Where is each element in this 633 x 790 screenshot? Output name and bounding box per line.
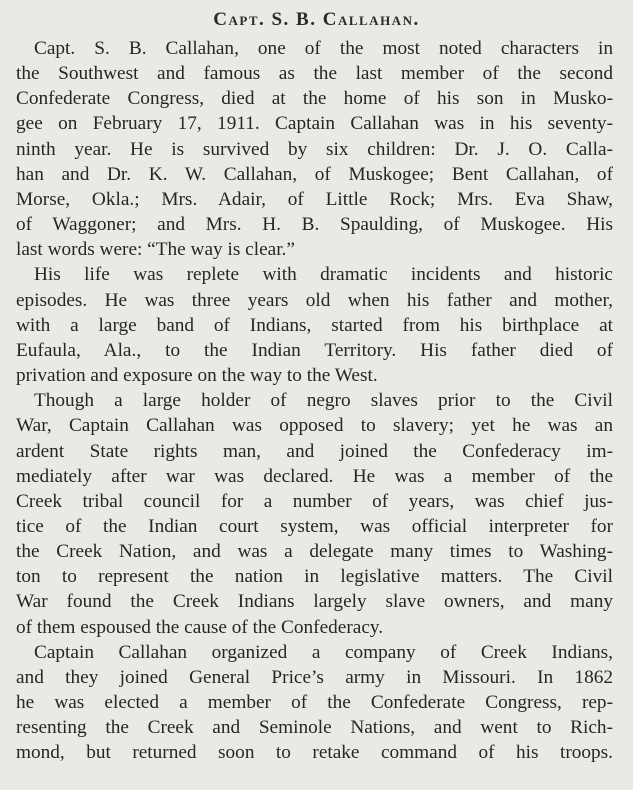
text-line: War found the Creek Indians largely slave owners, and many [16,591,613,613]
text-line: ardent State rights man, and joined the Confederacy im- [16,440,613,462]
article-body [0,36,633,766]
text-line: His life was replete with dramatic incidents and historic [34,264,613,286]
paragraph-2 [16,262,613,388]
paragraph-3 [16,388,613,640]
text-line: with a large band of Indians, started from his birthplace at [16,314,613,336]
text-line: of Waggoner; and Mrs. H. B. Spaulding, of Muskogee. His [16,214,613,236]
text-line: Morse, Okla.; Mrs. Adair, of Little Rock; Mrs. Eva Shaw, [16,188,613,210]
text-line: and they joined General Price’s army in Missouri. In 1862 [16,666,613,688]
text-line: privation and exposure on the way to the West. [16,365,378,387]
text-line: the Southwest and famous as the last member of the second [16,63,613,85]
text-line: Eufaula, Ala., to the Indian Territory. His father died of [16,339,613,361]
text-line: ton to represent the nation in legislative matters. The Civil [16,566,613,588]
text-line: the Creek Nation, and was a delegate many times to Washing- [16,541,613,563]
text-line: mond, but returned soon to retake command of his troops. [16,742,613,764]
text-line: Captain Callahan organized a company of Creek Indians, [34,641,613,663]
text-line: he was elected a member of the Confederate Congress, rep- [16,692,613,714]
text-line: episodes. He was three years old when his father and mother, [16,289,613,311]
text-line: last words were: “The way is clear.” [16,239,295,261]
text-line: mediately after war was declared. He was a member of the [16,465,613,487]
text-line: gee on February 17, 1911. Captain Callahan was in his seventy- [16,113,613,135]
paragraph-1 [16,36,613,262]
paragraph-4 [16,640,613,766]
text-line: resenting the Creek and Seminole Nations, and went to Rich- [16,717,613,739]
text-line: Capt. S. B. Callahan, one of the most noted characters in [34,38,613,59]
text-line: ninth year. He is survived by six children: Dr. J. O. Calla- [16,138,613,160]
text-line: of them espoused the cause of the Confederacy. [16,616,384,638]
text-line: War, Captain Callahan was opposed to slavery; yet he was an [16,415,613,437]
article-heading: Capt. S. B. Callahan. [213,9,420,30]
text-line: han and Dr. K. W. Callahan, of Muskogee; Bent Callahan, of [16,163,613,185]
text-line: tice of the Indian court system, was official interpreter for [16,515,613,537]
text-line: Creek tribal council for a number of years, was chief jus- [16,490,613,512]
text-line: Though a large holder of negro slaves prior to the Civil [34,390,613,412]
text-line: Confederate Congress, died at the home of his son in Musko- [16,88,613,110]
